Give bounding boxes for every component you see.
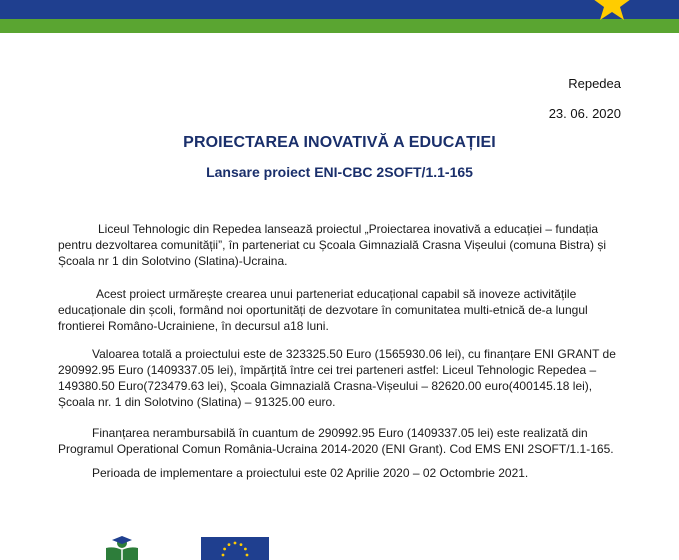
header-band-blue [0, 0, 679, 19]
document-subtitle: Lansare proiect ENI-CBC 2SOFT/1.1-165 [206, 164, 473, 180]
paragraph-funding [58, 425, 623, 457]
document-place: Repedea [568, 76, 621, 91]
paragraph-objective [58, 286, 623, 334]
paragraph-budget-text: Valoarea totală a proiectului este de 323325.50 Euro (1565930.06 lei), cu finanțare ENI GRANT de 290992.95 Euro (1409337.05 lei), împărțită între cei trei parteneri astfel: Liceul Tehnologic Repedea – 149380.50 Euro(723479.63 lei), Școala Gimnazială Crasna-Vișeului – 82620.00 euro(400145.18 lei), Școala nr. 1 din Solotvino (Slatina) – 91325.00 euro. [58, 347, 616, 409]
document-title: PROIECTAREA INOVATIVĂ A EDUCAȚIEI [183, 134, 496, 151]
paragraph-budget [58, 346, 623, 410]
paragraph-objective-text: Acest proiect urmărește crearea unui parteneriat educațional capabil să inoveze activitățile educaționale din școli, formând noi oportunități de dezvotare în comunitatea multi-etnică de-a lungul frontierei Româno-Ucrainiene, în decursul a18 luni. [58, 287, 588, 333]
header-band-green [0, 19, 679, 33]
paragraph-intro-text: Liceul Tehnologic din Repedea lansează proiectul „Proiectarea inovativă a educației – fundația pentru dezvoltarea comunității”, în parteneriat cu Școala Gimnazială Crasna Vișeului (comuna Bistra) și Școala nr 1 din Solotvino (Slatina)-Ucraina. [58, 222, 607, 268]
paragraph-period-text: Perioada de implementare a proiectului este 02 Aprilie 2020 – 02 Octombrie 2021. [92, 466, 529, 480]
paragraph-funding-text: Finanțarea nerambursabilă în cuantum de 290992.95 Euro (1409337.05 lei) este realizată din Programul Operational Comun România-Ucraina 2014-2020 (ENI Grant). Cod EMS ENI 2SOFT/1.1-165. [58, 426, 614, 456]
paragraph-period [58, 465, 623, 481]
document-date: 23. 06. 2020 [548, 106, 621, 121]
header-band [0, 0, 679, 33]
eu-star-icon [592, 0, 632, 20]
eu-flag-icon [201, 537, 269, 560]
school-logo-icon [102, 536, 142, 560]
paragraph-intro [58, 221, 623, 269]
